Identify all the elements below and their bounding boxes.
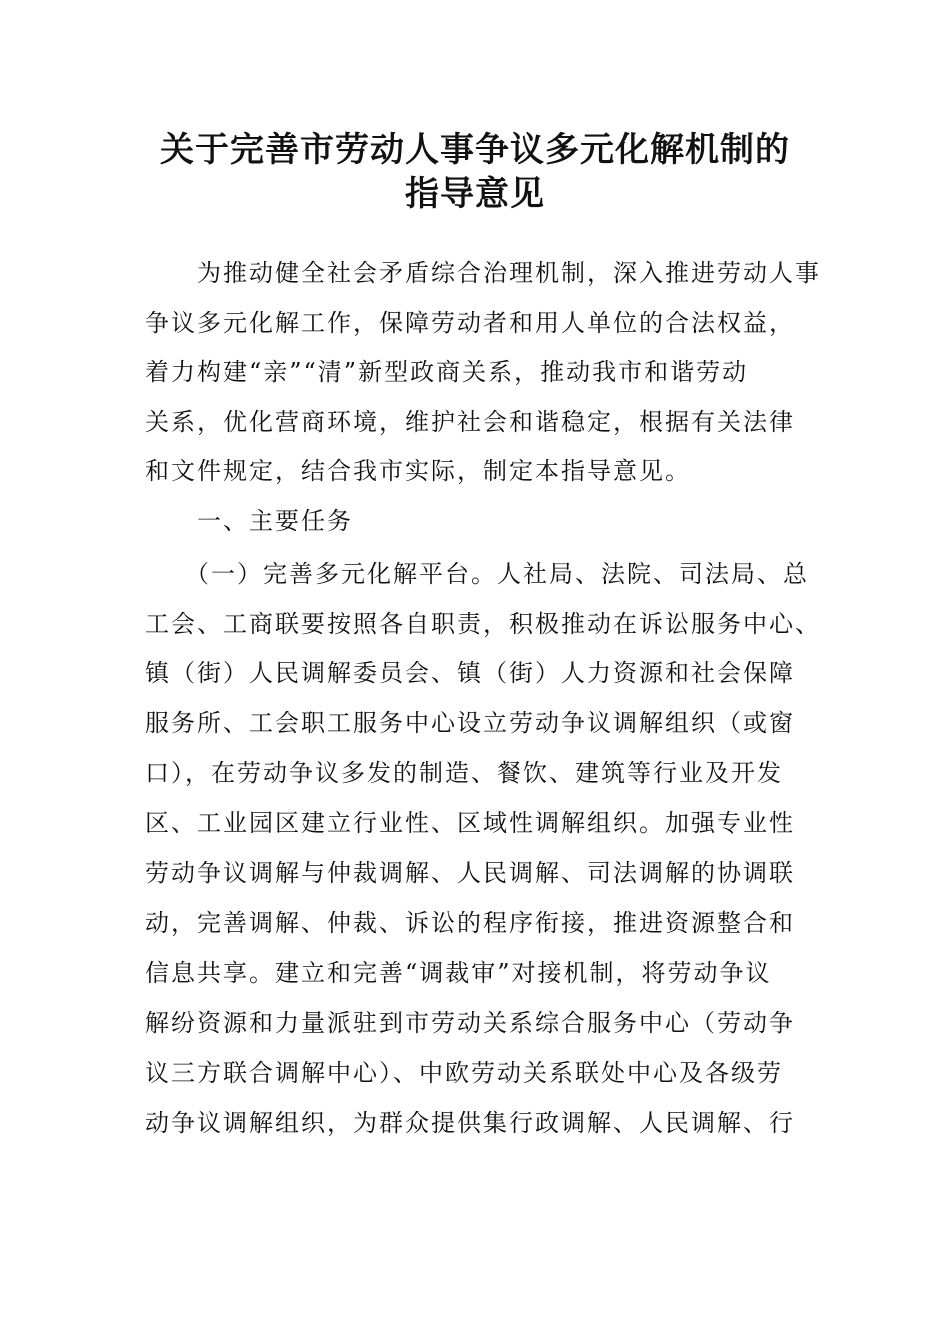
paragraph-line: 口），在劳动争议多发的制造、餐饮、建筑等行业及开发 [145, 759, 783, 787]
paragraph-line: 动争议调解组织，为群众提供集行政调解、人民调解、行 [145, 1109, 795, 1137]
paragraph-line: 劳动争议调解与仲裁调解、人民调解、司法调解的协调联 [145, 859, 795, 887]
paragraph-line: 解纷资源和力量派驻到市劳动关系综合服务中心（劳动争 [145, 1009, 795, 1037]
paragraph-line: 动，完善调解、仲裁、诉讼的程序衔接，推进资源整合和 [145, 909, 795, 937]
paragraph-line: 工会、工商联要按照各自职责，积极推动在诉讼服务中心、 [145, 610, 821, 638]
paragraph-line: 信息共享。建立和完善“调裁审”对接机制，将劳动争议 [145, 959, 772, 987]
paragraph-line: 着力构建“亲”“清”新型政商关系，推动我市和谐劳动 [145, 358, 749, 386]
paragraph-line: 争议多元化解工作，保障劳动者和用人单位的合法权益， [145, 309, 795, 337]
paragraph-line: （一）完善多元化解平台。人社局、法院、司法局、总 [145, 560, 809, 588]
paragraph-line: 议三方联合调解中心）、中欧劳动关系联处中心及各级劳 [145, 1059, 783, 1087]
paragraph-line: 区、工业园区建立行业性、区域性调解组织。加强专业性 [145, 809, 795, 837]
paragraph-line: 为推动健全社会矛盾综合治理机制，深入推进劳动人事 [145, 259, 821, 287]
document-title-line-2: 指导意见 [405, 174, 545, 214]
paragraph-line: 服务所、工会职工服务中心设立劳动争议调解组织（或窗 [145, 709, 795, 737]
paragraph-line: 关系，优化营商环境，维护社会和谐稳定，根据有关法律 [145, 408, 795, 436]
paragraph-line: 和文件规定，结合我市实际，制定本指导意见。 [145, 457, 691, 485]
section-heading: 一、主要任务 [145, 507, 353, 535]
paragraph-line: 镇（街）人民调解委员会、镇（街）人力资源和社会保障 [145, 659, 795, 687]
document-title-line-1: 关于完善市劳动人事争议多元化解机制的 [160, 130, 790, 170]
